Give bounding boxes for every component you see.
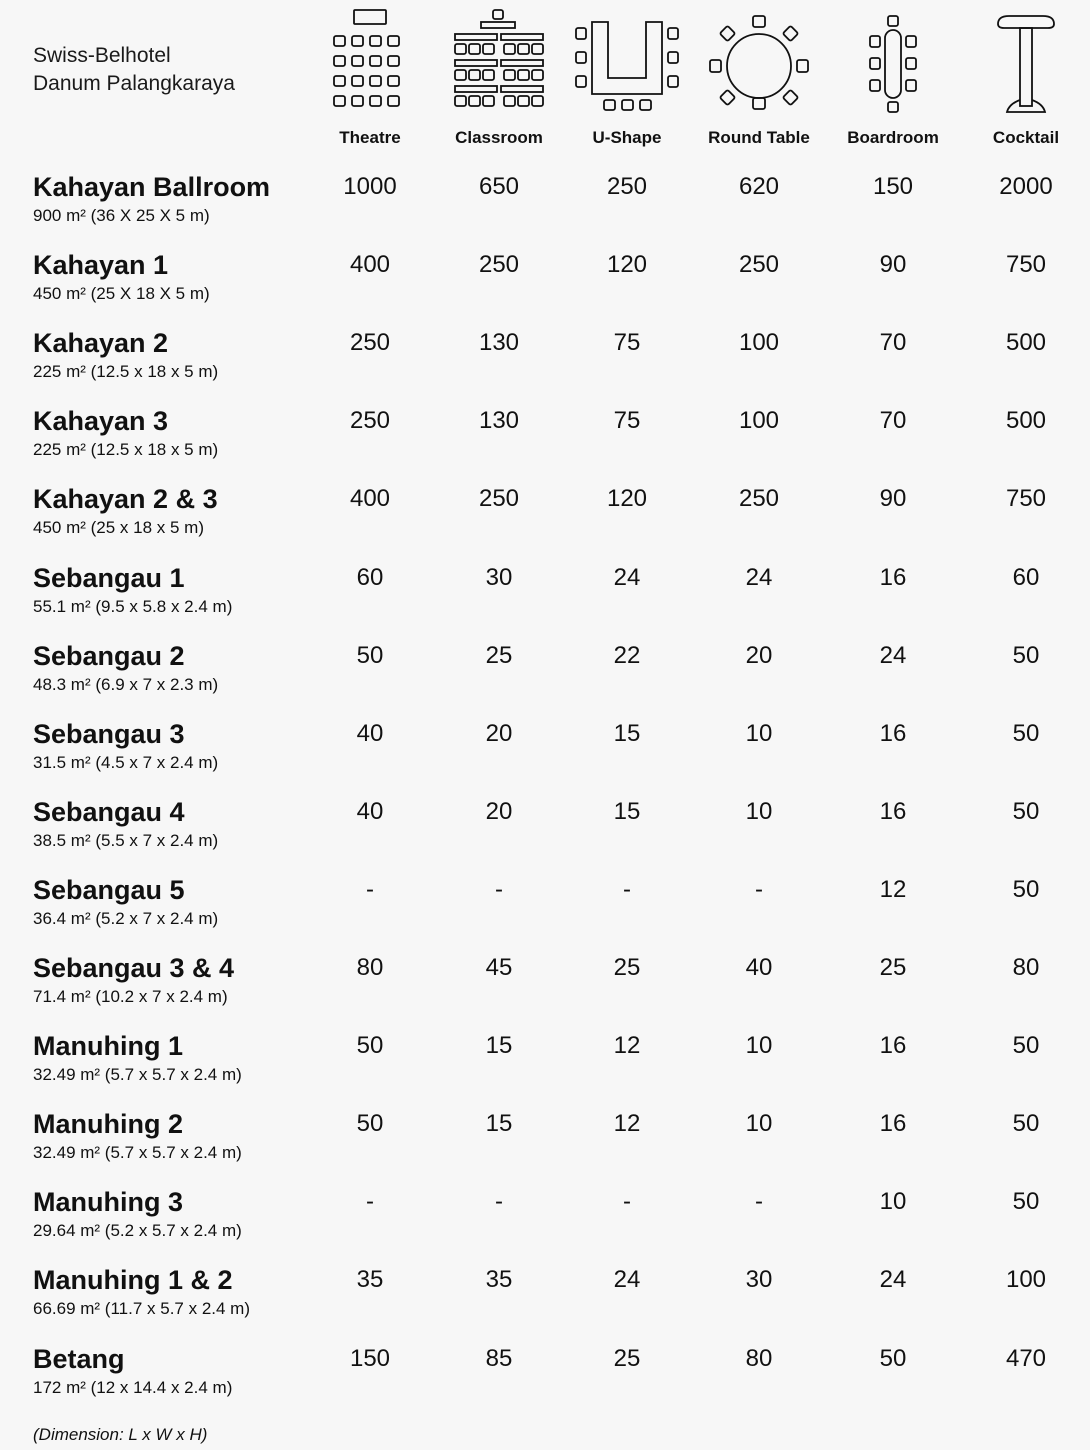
capacity-cell: 50 (356, 642, 384, 669)
capacity-cell: 24 (745, 564, 773, 591)
capacity-cell: 50 (356, 1110, 384, 1137)
theatre-layout-icon (330, 8, 410, 113)
round-table-layout-icon (704, 8, 814, 113)
capacity-cell: 650 (478, 173, 520, 200)
layout-header-round-table (689, 8, 829, 147)
capacity-cell: 30 (485, 564, 513, 591)
room-name: Sebangau 3 & 4 (33, 953, 235, 983)
classroom-layout-icon (449, 8, 549, 113)
capacity-cell: 10 (745, 1110, 773, 1137)
capacity-cell: 30 (745, 1266, 773, 1293)
capacity-cell: 130 (478, 407, 520, 434)
room-dimensions: 172 m² (12 x 14.4 x 2.4 m) (33, 1378, 233, 1397)
capacity-cell: 16 (879, 798, 907, 825)
dimension-footnote: (Dimension: L x W x H) (33, 1425, 208, 1444)
capacity-cell: 620 (738, 173, 780, 200)
capacity-cell: - (495, 876, 503, 903)
table-row (0, 717, 1090, 795)
capacity-cell: 1000 (343, 173, 397, 200)
capacity-cell: 80 (745, 1345, 773, 1372)
capacity-cell: 16 (879, 564, 907, 591)
capacity-cell: 400 (349, 251, 391, 278)
capacity-cell: 80 (1012, 954, 1040, 981)
capacity-cell: 90 (879, 485, 907, 512)
capacity-cell: 35 (485, 1266, 513, 1293)
capacity-cell: 250 (349, 407, 391, 434)
capacity-cell: 50 (1012, 798, 1040, 825)
table-row (0, 639, 1090, 717)
table-row (0, 248, 1090, 326)
capacity-cell: 150 (872, 173, 914, 200)
room-dimensions: 450 m² (25 X 18 X 5 m) (33, 284, 210, 303)
u-shape-layout-icon (572, 8, 682, 113)
layout-header-u-shape (557, 8, 697, 147)
table-row (0, 1029, 1090, 1107)
capacity-cell: 16 (879, 1032, 907, 1059)
capacity-cell: 10 (745, 1032, 773, 1059)
capacity-cell: 20 (485, 798, 513, 825)
capacity-cell: 50 (1012, 720, 1040, 747)
table-row (0, 1107, 1090, 1185)
capacity-cell: 24 (613, 564, 641, 591)
hotel-name (33, 42, 235, 98)
capacity-cell: - (755, 1188, 763, 1215)
table-row (0, 482, 1090, 560)
capacity-cell: 60 (356, 564, 384, 591)
capacity-cell: 100 (738, 407, 780, 434)
capacity-cell: 20 (745, 642, 773, 669)
capacity-cell: 24 (879, 642, 907, 669)
capacity-cell: 250 (738, 485, 780, 512)
capacity-cell: 50 (1012, 642, 1040, 669)
capacity-cell: 90 (879, 251, 907, 278)
capacity-cell: 10 (745, 720, 773, 747)
table-row (0, 873, 1090, 951)
layout-header-classroom (429, 8, 569, 147)
capacity-cell: 100 (1005, 1266, 1047, 1293)
cocktail-layout-icon (991, 8, 1061, 120)
capacity-cell: 12 (879, 876, 907, 903)
capacity-cell: 15 (613, 720, 641, 747)
capacity-cell: 15 (613, 798, 641, 825)
capacity-cell: 80 (356, 954, 384, 981)
capacity-cell: 16 (879, 1110, 907, 1137)
table-row (0, 795, 1090, 873)
room-dimensions: 36.4 m² (5.2 x 7 x 2.4 m) (33, 909, 219, 928)
capacity-cell: 85 (485, 1345, 513, 1372)
capacity-cell: 15 (485, 1032, 513, 1059)
room-name: Kahayan 3 (33, 406, 169, 436)
capacity-cell: 12 (613, 1110, 641, 1137)
table-row (0, 1185, 1090, 1263)
layout-label-cocktail: Cocktail (992, 128, 1060, 147)
capacity-cell: - (755, 876, 763, 903)
room-name: Manuhing 2 (33, 1109, 183, 1139)
room-dimensions: 71.4 m² (10.2 x 7 x 2.4 m) (33, 987, 228, 1006)
capacity-cell: - (623, 876, 631, 903)
room-dimensions: 31.5 m² (4.5 x 7 x 2.4 m) (33, 753, 219, 772)
capacity-cell: 150 (349, 1345, 391, 1372)
capacity-cell: 10 (879, 1188, 907, 1215)
room-name: Sebangau 2 (33, 641, 185, 671)
capacity-cell: 75 (613, 407, 641, 434)
capacity-cell: 10 (745, 798, 773, 825)
capacity-cell: 22 (613, 642, 641, 669)
table-row (0, 404, 1090, 482)
capacity-cell: 50 (1012, 876, 1040, 903)
capacity-cell: 50 (1012, 1032, 1040, 1059)
layout-label-boardroom: Boardroom (847, 128, 939, 147)
room-name: Kahayan Ballroom (33, 172, 271, 202)
capacity-cell: 15 (485, 1110, 513, 1137)
capacity-cell: - (623, 1188, 631, 1215)
capacity-cell: 130 (478, 329, 520, 356)
capacity-cell: 2000 (999, 173, 1053, 200)
room-name: Sebangau 1 (33, 563, 185, 593)
layout-header-theatre (300, 8, 440, 147)
table-row (0, 1263, 1090, 1341)
table-row (0, 170, 1090, 248)
table-row (0, 951, 1090, 1029)
capacity-cell: 250 (349, 329, 391, 356)
room-dimensions: 32.49 m² (5.7 x 5.7 x 2.4 m) (33, 1065, 242, 1084)
room-name: Sebangau 4 (33, 797, 185, 827)
capacity-cell: 25 (879, 954, 907, 981)
layout-header-boardroom (823, 8, 963, 147)
capacity-cell: 250 (606, 173, 648, 200)
capacity-cell: 75 (613, 329, 641, 356)
room-dimensions: 225 m² (12.5 x 18 x 5 m) (33, 440, 219, 459)
layout-label-round-table: Round Table (708, 128, 810, 147)
capacity-cell: 120 (606, 251, 648, 278)
capacity-cell: 750 (1005, 485, 1047, 512)
capacity-cell: 60 (1012, 564, 1040, 591)
capacity-cell: 50 (1012, 1110, 1040, 1137)
hotel-name-line1: Swiss-Belhotel (33, 44, 171, 67)
room-name: Betang (33, 1344, 125, 1374)
room-name: Manuhing 1 & 2 (33, 1265, 233, 1295)
capacity-cell: 50 (356, 1032, 384, 1059)
room-dimensions: 900 m² (36 X 25 X 5 m) (33, 206, 210, 225)
capacity-cell: 16 (879, 720, 907, 747)
room-name: Manuhing 3 (33, 1187, 183, 1217)
room-dimensions: 55.1 m² (9.5 x 5.8 x 2.4 m) (33, 597, 233, 616)
capacity-cell: 250 (478, 251, 520, 278)
table-row (0, 1342, 1090, 1420)
capacity-cell: 70 (879, 329, 907, 356)
boardroom-layout-icon (858, 8, 928, 113)
capacity-cell: 40 (356, 798, 384, 825)
room-name: Kahayan 2 & 3 (33, 484, 218, 514)
hotel-name-line2: Danum Palangkaraya (33, 72, 235, 95)
room-dimensions: 225 m² (12.5 x 18 x 5 m) (33, 362, 219, 381)
room-name: Kahayan 1 (33, 250, 169, 280)
room-dimensions: 48.3 m² (6.9 x 7 x 2.3 m) (33, 675, 219, 694)
capacity-cell: - (495, 1188, 503, 1215)
capacity-cell: 250 (478, 485, 520, 512)
capacity-cell: 35 (356, 1266, 384, 1293)
capacity-cell: - (366, 1188, 374, 1215)
capacity-cell: 250 (738, 251, 780, 278)
capacity-cell: 750 (1005, 251, 1047, 278)
capacity-cell: 120 (606, 485, 648, 512)
table-row (0, 561, 1090, 639)
layout-label-u-shape: U-Shape (592, 128, 662, 147)
capacity-cell: 50 (1012, 1188, 1040, 1215)
layout-header-cocktail (956, 8, 1090, 147)
capacity-cell: 25 (613, 954, 641, 981)
capacity-cell: 24 (613, 1266, 641, 1293)
room-name: Sebangau 3 (33, 719, 185, 749)
room-name: Kahayan 2 (33, 328, 169, 358)
capacity-cell: 50 (879, 1345, 907, 1372)
table-row (0, 326, 1090, 404)
room-dimensions: 29.64 m² (5.2 x 5.7 x 2.4 m) (33, 1221, 242, 1240)
capacity-cell: 25 (485, 642, 513, 669)
capacity-cell: 24 (879, 1266, 907, 1293)
room-dimensions: 66.69 m² (11.7 x 5.7 x 2.4 m) (33, 1299, 250, 1318)
capacity-cell: 25 (613, 1345, 641, 1372)
capacity-cell: 470 (1005, 1345, 1047, 1372)
capacity-cell: 12 (613, 1032, 641, 1059)
room-name: Manuhing 1 (33, 1031, 183, 1061)
capacity-cell: 40 (356, 720, 384, 747)
capacity-cell: 500 (1005, 407, 1047, 434)
capacity-cell: - (366, 876, 374, 903)
layout-label-classroom: Classroom (455, 128, 543, 147)
layout-label-theatre: Theatre (339, 128, 401, 147)
capacity-cell: 100 (738, 329, 780, 356)
room-dimensions: 450 m² (25 x 18 x 5 m) (33, 518, 205, 537)
capacity-cell: 500 (1005, 329, 1047, 356)
room-name: Sebangau 5 (33, 875, 185, 905)
capacity-cell: 70 (879, 407, 907, 434)
room-dimensions: 38.5 m² (5.5 x 7 x 2.4 m) (33, 831, 219, 850)
room-dimensions: 32.49 m² (5.7 x 5.7 x 2.4 m) (33, 1143, 242, 1162)
capacity-cell: 400 (349, 485, 391, 512)
capacity-cell: 40 (745, 954, 773, 981)
capacity-cell: 45 (485, 954, 513, 981)
capacity-cell: 20 (485, 720, 513, 747)
